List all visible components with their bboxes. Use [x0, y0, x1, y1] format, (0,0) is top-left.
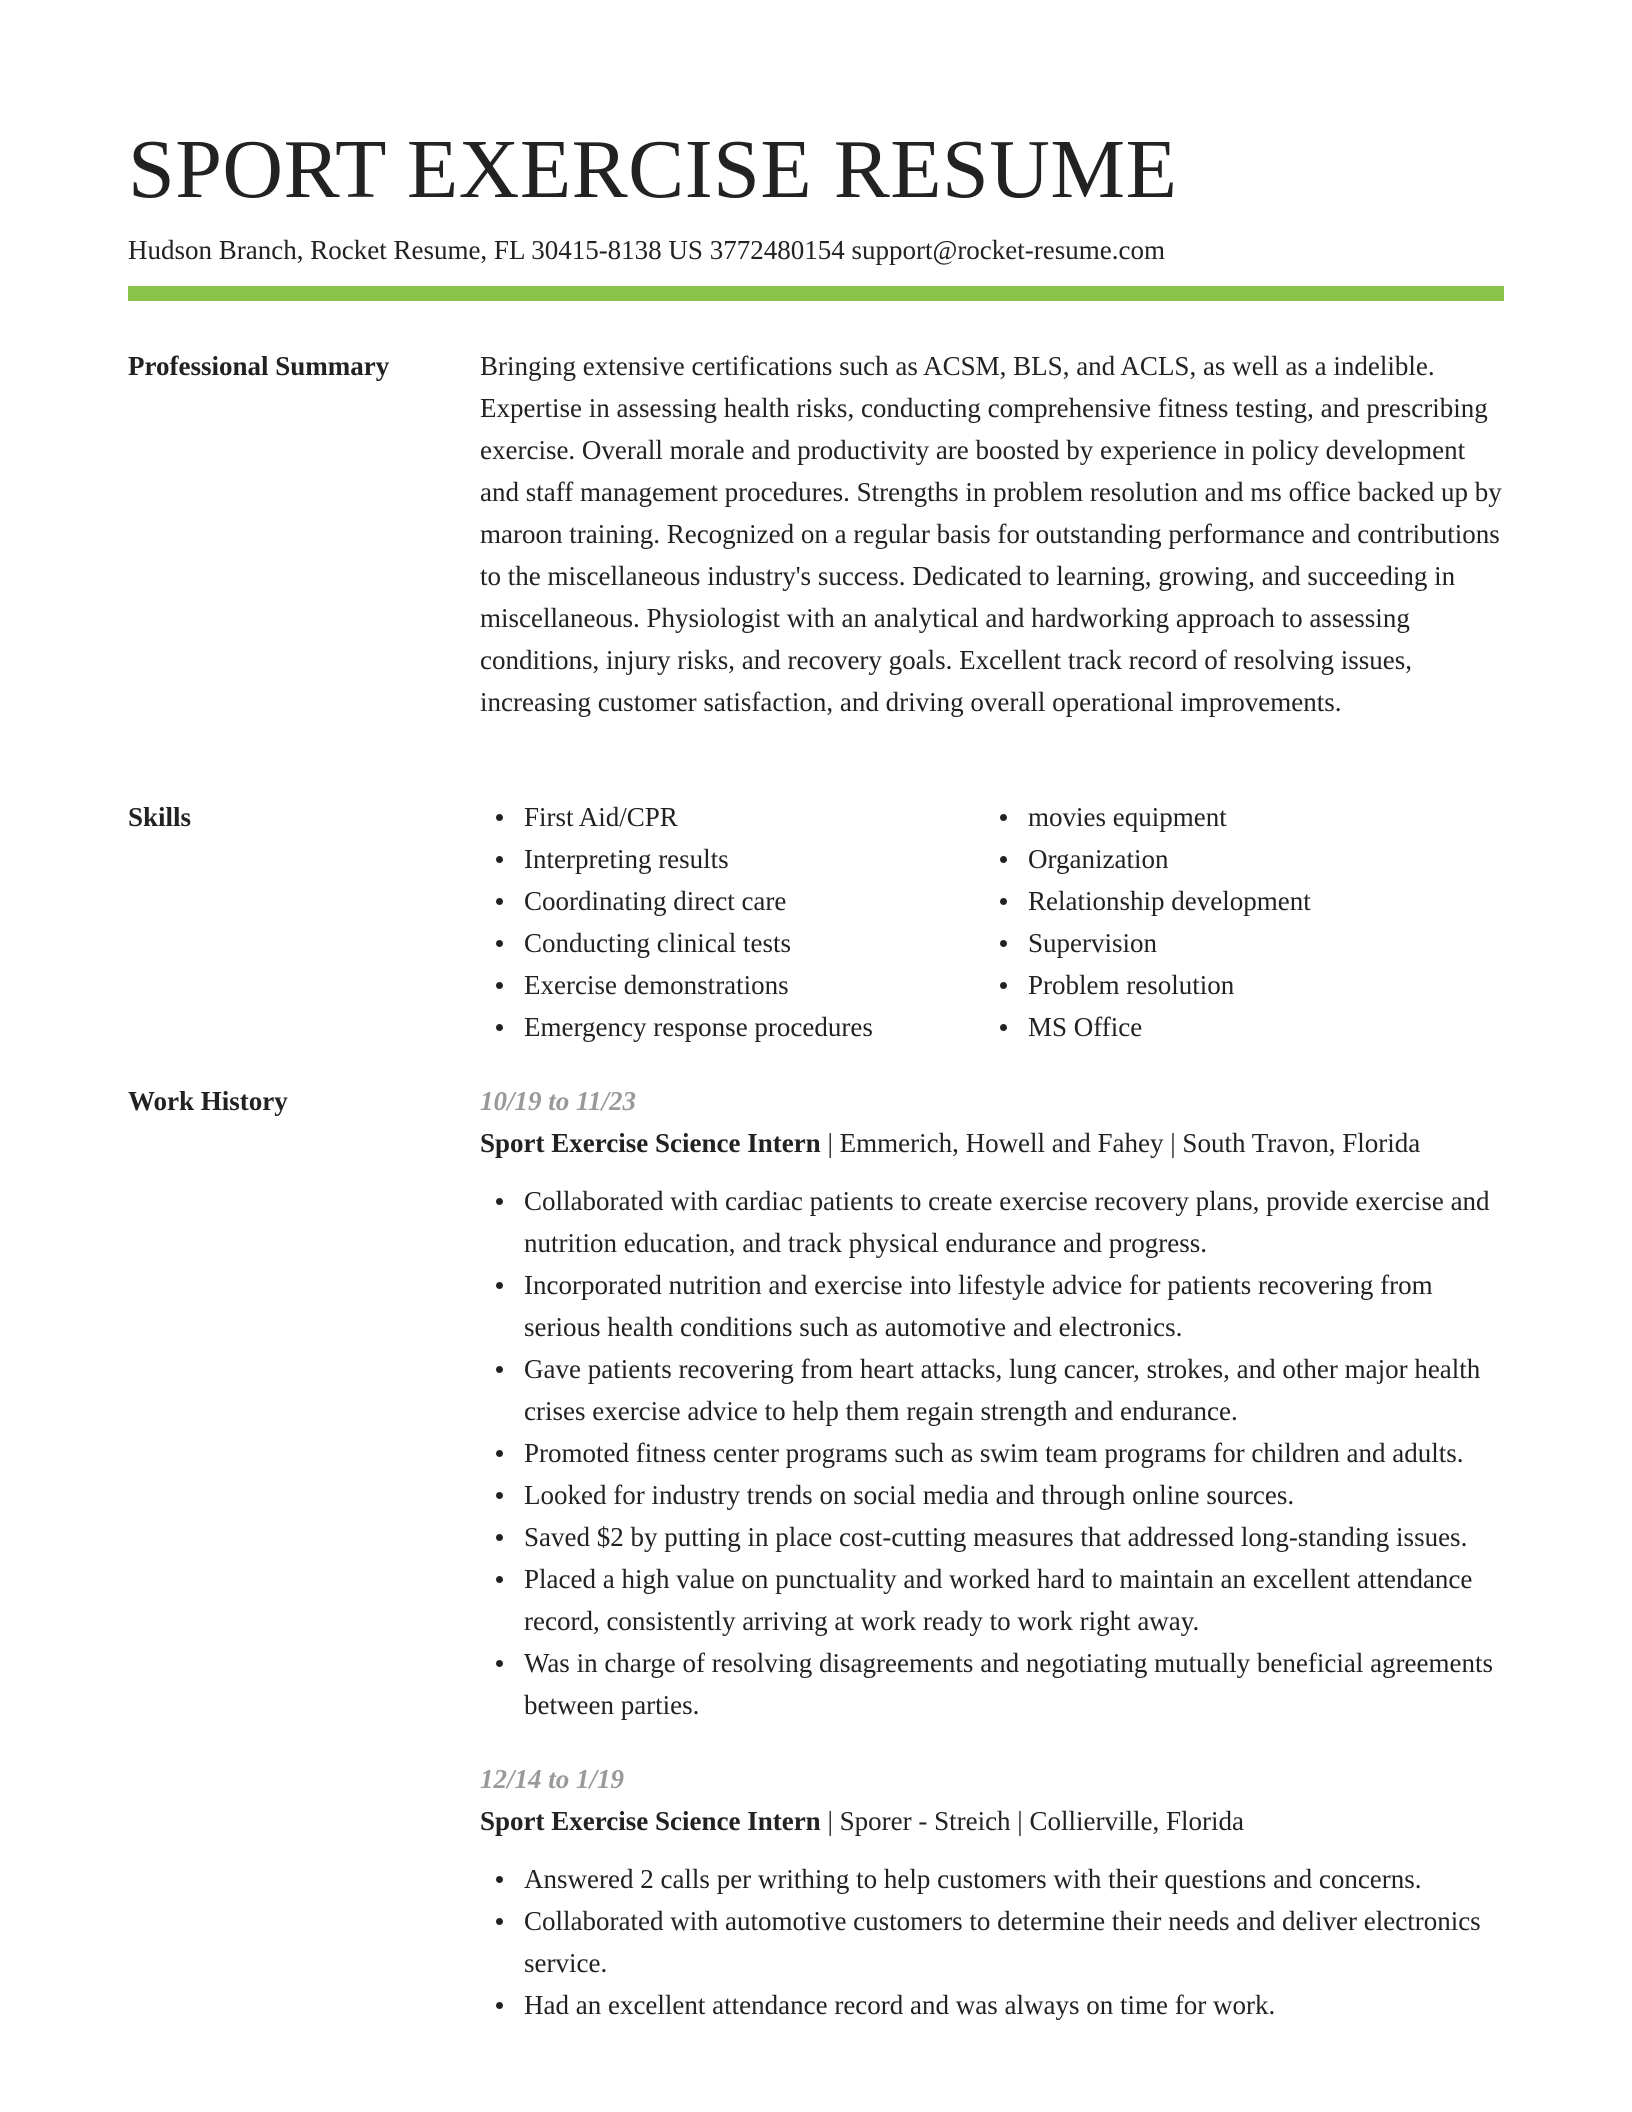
skill-item: movies equipment	[1028, 796, 1311, 838]
skills-list-left	[480, 796, 984, 1048]
resume-title: SPORT EXERCISE RESUME	[128, 123, 1178, 216]
duty-item: Collaborated with automotive customers to determine their needs and deliver electronics service.	[524, 1900, 1504, 1984]
job-duties	[480, 1858, 1504, 2026]
skill-item: First Aid/CPR	[524, 796, 984, 838]
skill-item: Problem resolution	[1028, 964, 1311, 1006]
job-employer-location: | Sporer - Streich | Collierville, Florida	[820, 1806, 1244, 1836]
skill-item: Exercise demonstrations	[524, 964, 984, 1006]
job-employer-location: | Emmerich, Howell and Fahey | South Travon, Florida	[820, 1128, 1421, 1158]
contact-info: Hudson Branch, Rocket Resume, FL 30415-8138 US 3772480154 support@rocket-resume.com	[128, 235, 1165, 265]
job-heading	[480, 1122, 1504, 1164]
duty-item: Answered 2 calls per writhing to help customers with their questions and concerns.	[524, 1858, 1504, 1900]
duty-item: Placed a high value on punctuality and worked hard to maintain an excellent attendance record, consistently arriving at work ready to work right away.	[524, 1558, 1504, 1642]
skill-item: Interpreting results	[524, 838, 984, 880]
duty-item: Promoted fitness center programs such as swim team programs for children and adults.	[524, 1432, 1504, 1474]
skill-item: MS Office	[1028, 1006, 1311, 1048]
job-entry	[480, 1758, 1504, 2026]
skill-item: Organization	[1028, 838, 1311, 880]
header-divider	[128, 286, 1504, 301]
duty-item: Gave patients recovering from heart attacks, lung cancer, strokes, and other major health crises exercise advice to help them regain strength and endurance.	[524, 1348, 1504, 1432]
duty-item: Looked for industry trends on social media and through online sources.	[524, 1474, 1504, 1516]
duty-item: Saved $2 by putting in place cost-cutting measures that addressed long-standing issues.	[524, 1516, 1504, 1558]
duty-item: Was in charge of resolving disagreements and negotiating mutually beneficial agreements between parties.	[524, 1642, 1504, 1726]
job-entry	[480, 1080, 1504, 1726]
job-title: Sport Exercise Science Intern	[480, 1806, 821, 1836]
summary-body	[480, 345, 1504, 723]
job-duties	[480, 1180, 1504, 1726]
job-title: Sport Exercise Science Intern	[480, 1128, 821, 1158]
skill-item: Supervision	[1028, 922, 1311, 964]
skill-item: Emergency response procedures	[524, 1006, 984, 1048]
duty-item: Collaborated with cardiac patients to create exercise recovery plans, provide exercise and nutrition education, and track physical endurance and progress.	[524, 1180, 1504, 1264]
job-heading	[480, 1800, 1504, 1842]
skill-item: Coordinating direct care	[524, 880, 984, 922]
work-history-body	[480, 1080, 1504, 2026]
skills-list-right	[984, 796, 1311, 1048]
skill-item: Conducting clinical tests	[524, 922, 984, 964]
skills-grid	[480, 796, 1504, 1048]
duty-item: Had an excellent attendance record and was always on time for work.	[524, 1984, 1504, 2026]
skills-body	[480, 796, 1504, 1048]
summary-text: Bringing extensive certifications such as ACSM, BLS, and ACLS, as well as a indelible. Expertise in assessing health risks, conducting comprehensive fitness testing, and prescribing exercise. Overall morale and productivity are boosted by experience in policy development and staff management procedures. Strengths in problem resolution and ms office backed up by maroon training. Recognized on a regular basis for outstanding performance and contributions to the miscellaneous industry's success. Dedicated to learning, growing, and succeeding in miscellaneous. Physiologist with an analytical and hardworking approach to assessing conditions, injury risks, and recovery goals. Excellent track record of resolving issues, increasing customer satisfaction, and driving overall operational improvements.	[480, 351, 1502, 717]
summary-heading: Professional Summary	[128, 351, 390, 381]
duty-item: Incorporated nutrition and exercise into lifestyle advice for patients recovering from serious health conditions such as automotive and electronics.	[524, 1264, 1504, 1348]
job-dates: 12/14 to 1/19	[480, 1764, 625, 1794]
skills-heading: Skills	[128, 802, 192, 832]
skill-item: Relationship development	[1028, 880, 1311, 922]
work-history-heading: Work History	[128, 1086, 288, 1116]
job-dates: 10/19 to 11/23	[480, 1086, 637, 1116]
